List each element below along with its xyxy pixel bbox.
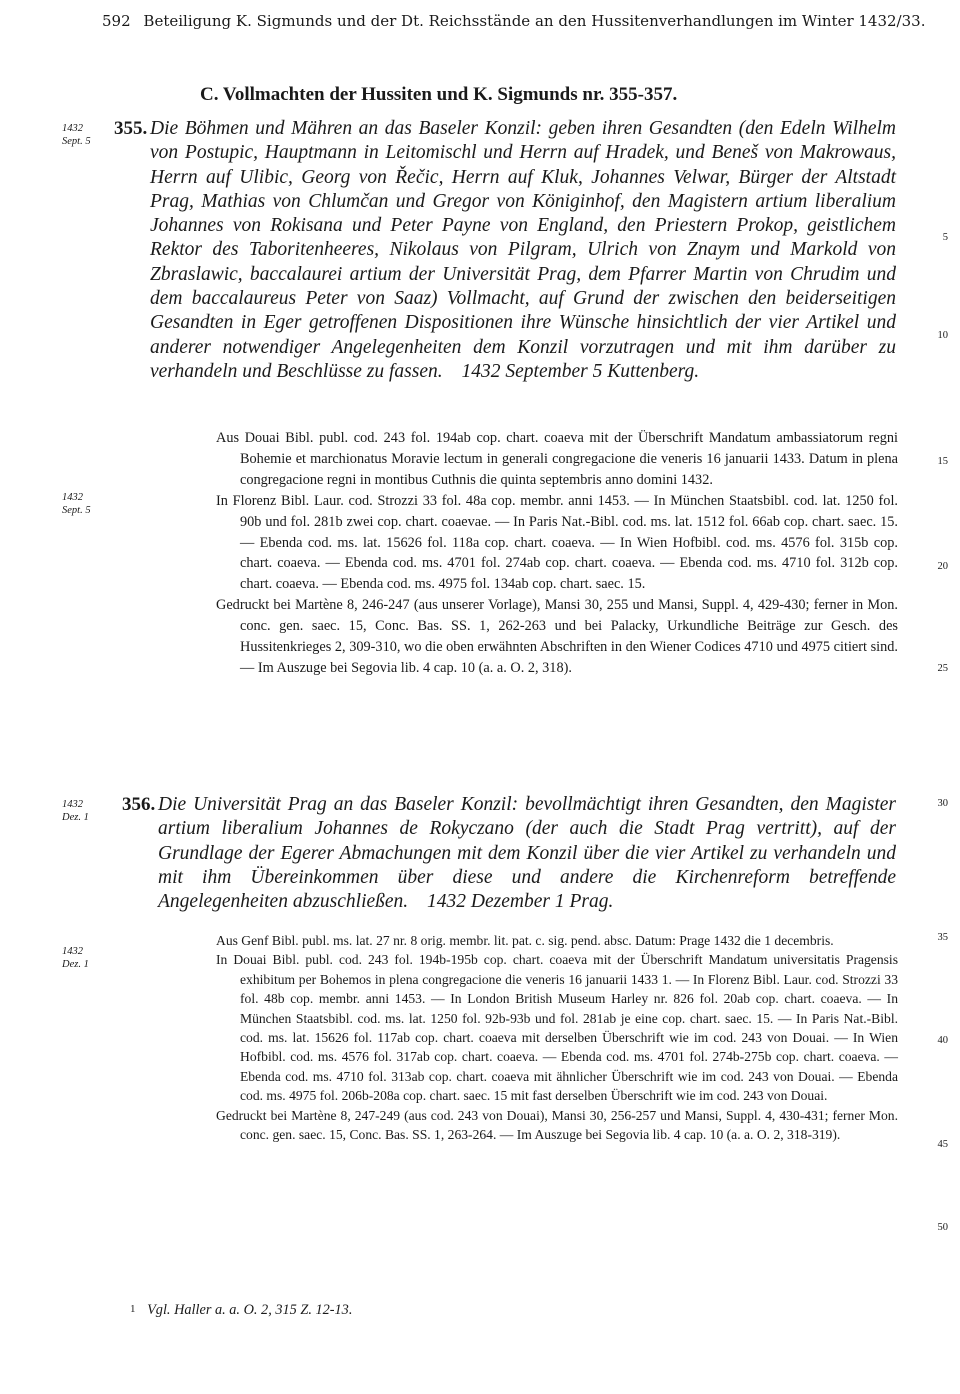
- margin-date-day: Sept. 5: [62, 505, 91, 516]
- footnote: [130, 1302, 830, 1319]
- apparatus-copies: In Florenz Bibl. Laur. cod. Strozzi 33 fol. 48a cop. membr. anni 1453. — In München Staatsbibl. cod. lat. 1250 fol. 90b und fol. 281b zwei cop. chart. coaevae. — In Paris Nat.-Bibl. cod. ms. lat. 1512 fol. 66ab cop. chart. saec. 15. — Ebenda cod. ms. lat. 15626 fol. 118a cop. chart. coaeva. — In Wien Hofbibl. cod. ms. 4576 fol. 315b cop. chart. coaeva. — Ebenda cod. ms. 4701 fol. 274ab cop. chart. coaeva. — Ebenda cod. ms. 4710 fol. 312b cop. chart. coaeva. — Ebenda cod. ms. 4975 fol. 134ab cop. chart. saec. 15.: [216, 492, 898, 593]
- line-number: 50: [937, 1222, 948, 1233]
- regest-355: [114, 117, 896, 384]
- margin-date-year: 1432: [62, 799, 83, 810]
- regest-356: [122, 793, 896, 914]
- line-number: 15: [937, 456, 948, 467]
- footnote-mark: 1: [130, 1303, 136, 1315]
- apparatus-copies: In Douai Bibl. publ. cod. 243 fol. 194b-195b cop. chart. coaeva mit der Überschrift Mandatum universitatis Pragensis exhibitum per Bohemos in plena congregacione die veneris 16 januarii 1433 1. — In Florenz Bibl. Laur. cod. Strozzi 33 fol. 48b cop. membr. anni 1453. — In London British Museum Harley nr. 826 fol. 20ab cop. chart. coaeva. — In München Staatsbibl. cod. ms. lat. 1250 fol. 92b-93b und fol. 281ab je eine cop. chart. saec. 15. — In Paris Nat.-Bibl. cod. ms. lat. 15626 fol. 117ab cop. chart. coaeva mit derselben Überschrift wie im cod. 243 von Douai. — In Wien Hofbibl. cod. ms. 4576 fol. 317ab cop. chart. coaeva. — Ebenda cod. ms. 4701 fol. 274b-275b cop. chart. coaeva. — Ebenda cod. ms. 4710 fol. 313ab cop. chart. coaeva mit ähnlicher Überschrift wie im cod. 243 von Douai. — Ebenda cod. ms. 4975 fol. 206b-208a cop. chart. saec. 15 mit fast derselben Überschrift wie im cod. 243 von Douai.: [216, 952, 898, 1104]
- running-head: [102, 12, 926, 30]
- apparatus-355: [216, 428, 898, 679]
- place-date: 1432 Dezember 1 Prag.: [427, 891, 614, 913]
- regest-text: Die Böhmen und Mähren an das Baseler Konzil: geben ihren Gesandten (den Edeln Wilhelm von Postupic, Hauptmann in Leitomischl und Herrn auf Hradek, und Beneš von Makrowaus, Herrn auf Ulibic, Georg von Řečic, Herrn auf Kluk, Johannes Velwar, Bürger der Altstadt Prag, Mathias von Chlumčan und Gregor von Königinhof, den Magistern artium liberalium Johannes von Rokisana und Peter Payne von England, den Priestern Prokop, geistlichem Rektor des Taboritenheeres, Nikolaus von Pilgram, Ulrich von Znaym und Markold von Zbraslawic, baccalaurei artium der Universität Prag, dem Pfarrer Martin von Chrudim und dem baccalaureus Peter von Saaz) Vollmacht, auf Grund der zwischen den beiderseitigen Gesandten in Eger getroffenen Dispositionen ihre Wünsche hinsichtlich der vier Artikel und anderer notwendiger Angelegenheiten dem Konzil vorzutragen und mit ihm darüber zu verhandeln und Beschlüsse zu fassen.: [150, 118, 896, 382]
- line-number: 25: [937, 663, 948, 674]
- margin-date-day: Dez. 1: [62, 812, 89, 823]
- margin-date-year: 1432: [62, 123, 83, 134]
- apparatus-printed: Gedruckt bei Martène 8, 247-249 (aus cod. 243 von Douai), Mansi 30, 256-257 und Mansi, Suppl. 4, 430-431; ferner Mon. conc. gen. saec. 15, Conc. Bas. SS. 1, 263-264. — Im Auszuge bei Segovia lib. 4 cap. 10 (a. a. O. 2, 318-319).: [216, 1107, 898, 1143]
- line-number: 40: [937, 1035, 948, 1046]
- margin-date-day: Sept. 5: [62, 136, 91, 147]
- margin-date-year: 1432: [62, 492, 83, 503]
- margin-date-356-apparatus: [62, 945, 112, 971]
- apparatus-source: Aus Douai Bibl. publ. cod. 243 fol. 194ab cop. chart. coaeva mit der Überschrift Mandatum ambassiatorum regni Bohemie et marchionatus Moravie lectum in generali congregacione die veneris 16 januarii 1433. Datum in plena congregacione regni in montibus Cuthnis die quinta septembris anno domini 1432.: [216, 430, 898, 488]
- line-number: 20: [937, 561, 948, 572]
- running-head-title: Beteiligung K. Sigmunds und der Dt. Reichsstände an den Hussitenverhandlungen im Winter 1432/33.: [143, 12, 926, 30]
- line-number: 10: [937, 330, 948, 341]
- margin-date-355: [62, 122, 112, 148]
- margin-date-day: Dez. 1: [62, 959, 89, 970]
- apparatus-source: Aus Genf Bibl. publ. ms. lat. 27 nr. 8 orig. membr. lit. pat. c. sig. pend. absc. Datum: Prage 1432 die 1 decembris.: [216, 933, 834, 948]
- margin-date-356: [62, 798, 112, 824]
- line-number: 30: [937, 798, 948, 809]
- margin-date-year: 1432: [62, 946, 83, 957]
- margin-date-355-apparatus: [62, 491, 112, 517]
- section-heading: C. Vollmachten der Hussiten und K. Sigmunds nr. 355-357.: [200, 84, 678, 105]
- line-number: 35: [937, 932, 948, 943]
- entry-number: 356.: [122, 794, 156, 815]
- footnote-text: Vgl. Haller a. a. O. 2, 315 Z. 12-13.: [147, 1302, 353, 1318]
- apparatus-356: [216, 931, 898, 1144]
- page-number: 592: [102, 12, 131, 30]
- line-number: 5: [942, 232, 948, 243]
- apparatus-printed: Gedruckt bei Martène 8, 246-247 (aus unserer Vorlage), Mansi 30, 255 und Mansi, Suppl. 4, 429-430; ferner in Mon. conc. gen. saec. 15, Conc. Bas. SS. 1, 262-263 und bei Palacky, Urkundliche Beiträge zur Gesch. des Hussitenkrieges 2, 309-310, wo die oben erwähnten Abschriften in den Wiener Codices 4710 und 4975 citiert sind. — Im Auszuge bei Segovia lib. 4 cap. 10 (a. a. O. 2, 318).: [216, 597, 898, 676]
- place-date: 1432 September 5 Kuttenberg.: [461, 360, 700, 382]
- line-number: 45: [937, 1139, 948, 1150]
- entry-number: 355.: [114, 118, 148, 139]
- regest-text: Die Universität Prag an das Baseler Konzil: bevollmächtigt ihren Gesandten, den Magister artium liberalium Johannes de Rokyczano (der auch die Stadt Prag vertritt), auf der Grundlage der Egerer Abmachungen mit dem Konzil über die vier Artikel zu verhandeln und mit ihm Übereinkommen über diese und andere die Kirchenreform betreffende Angelegenheiten abzuschließen.: [158, 794, 896, 913]
